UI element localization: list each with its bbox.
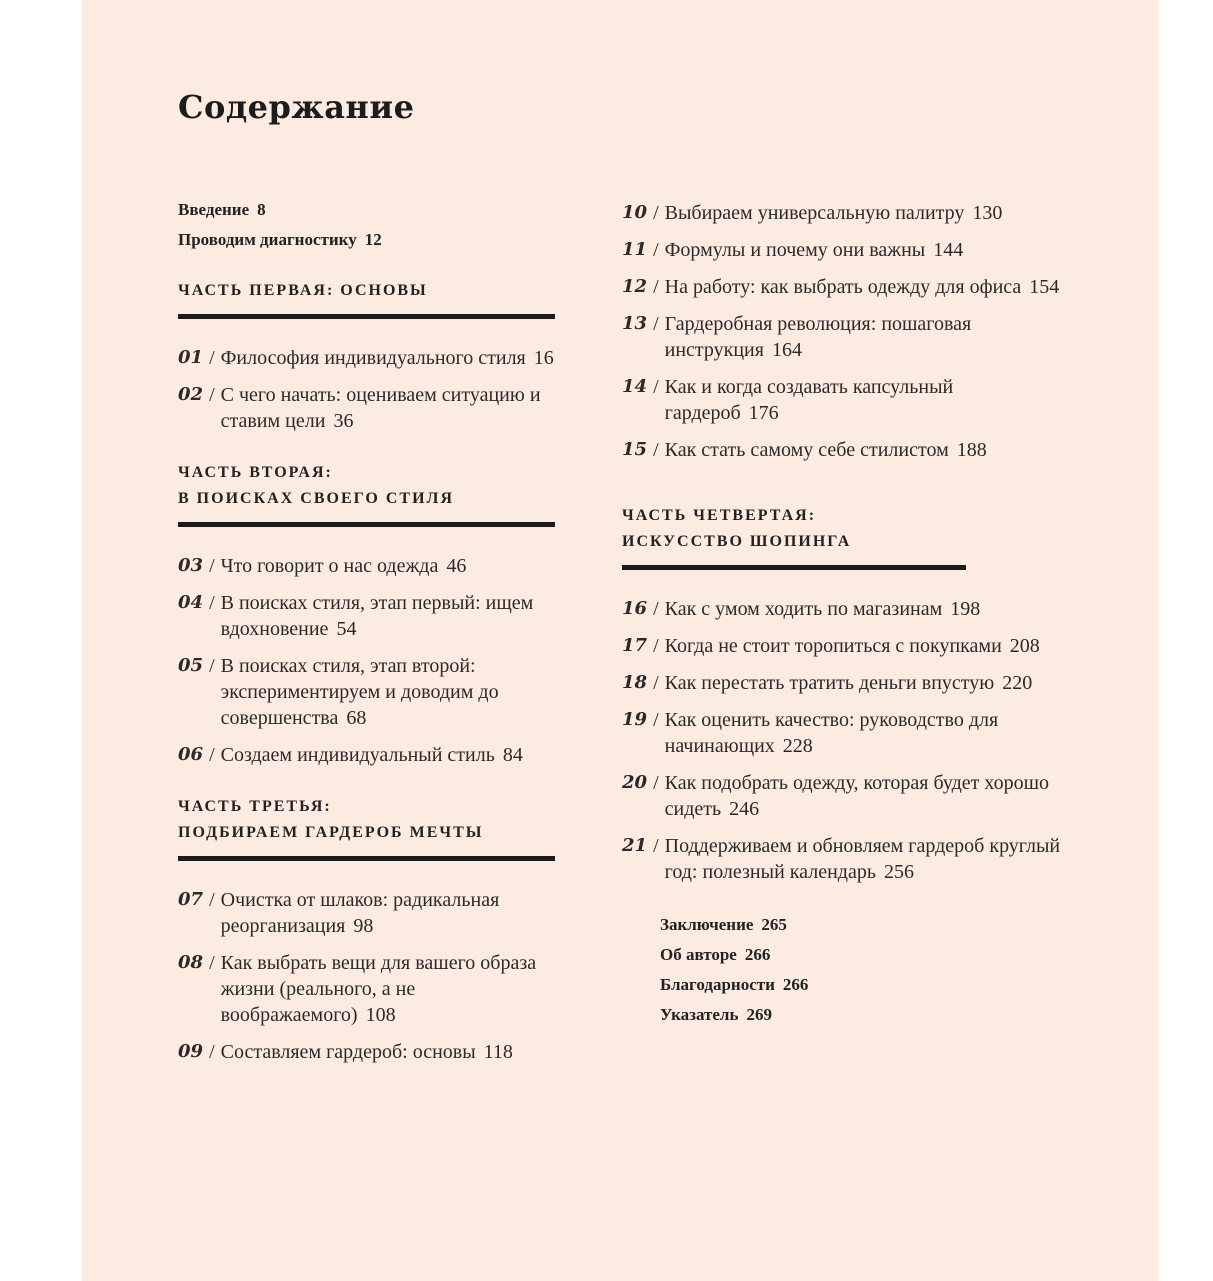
chapter-entry: 21 / Поддерживаем и обновляем гардероб круглый год: полезный календарь 256	[622, 835, 1061, 883]
back-matter-item	[660, 915, 1062, 935]
back-matter-item	[660, 1005, 1062, 1025]
back-matter-page: 266	[744, 945, 771, 964]
intro-page: 12	[364, 230, 382, 249]
chapter-page: 118	[483, 1041, 513, 1063]
intro-label: Проводим диагностику	[178, 230, 357, 249]
chapter-entry: 17 / Когда не стоит торопиться с покупками 208	[622, 635, 1040, 657]
toc-right-column	[622, 200, 1062, 1035]
chapter-number: 03	[178, 555, 204, 576]
chapter-title: Формулы и почему они важны	[664, 239, 926, 261]
chapter-title: Как выбрать вещи для вашего образа жизни (реального, а не воображаемого)	[220, 952, 537, 1026]
chapter-title: Философия индивидуального стиля	[220, 347, 526, 369]
chapter-entry: 20 / Как подобрать одежду, которая будет хорошо сидеть 246	[622, 772, 1050, 820]
chapter-page: 228	[782, 735, 813, 757]
chapter-title: Как и когда создавать капсульный гардероб	[664, 376, 954, 424]
chapter-number: 18	[622, 672, 648, 693]
part-heading-line: ЧАСТЬ ТРЕТЬЯ:	[178, 798, 332, 815]
chapter-page: 176	[748, 402, 779, 424]
chapter-number: 09	[178, 1041, 204, 1062]
chapter-title: В поисках стиля, этап второй: экспериментируем и доводим до совершенства	[220, 655, 499, 729]
chapter-number: 06	[178, 744, 204, 765]
back-matter-label: Заключение	[660, 915, 754, 934]
chapter-entry: 07 / Очистка от шлаков: радикальная реорганизация 98	[178, 889, 500, 937]
part-heading	[178, 460, 578, 512]
chapter-page: 108	[365, 1004, 396, 1026]
chapter-page: 84	[502, 744, 523, 766]
chapter-number: 12	[622, 276, 648, 297]
back-matter-label: Благодарности	[660, 975, 775, 994]
chapter-number: 10	[622, 202, 648, 223]
chapter-title: Как перестать тратить деньги впустую	[664, 672, 995, 694]
chapter-number: 08	[178, 952, 204, 973]
part-heading-line: ЧАСТЬ ЧЕТВЕРТАЯ:	[622, 507, 817, 524]
chapter-title: В поисках стиля, этап первый: ищем вдохновение	[220, 592, 534, 640]
chapter-entry: 01 / Философия индивидуального стиля 16	[178, 347, 554, 369]
chapter-number: 11	[622, 239, 648, 260]
chapter-entry: 03 / Что говорит о нас одежда 46	[178, 555, 467, 577]
chapter-title: На работу: как выбрать одежду для офиса	[664, 276, 1022, 298]
part-heading-line: ЧАСТЬ ВТОРАЯ:	[178, 464, 333, 481]
page-title: Содержание	[178, 88, 415, 126]
chapter-page: 256	[883, 861, 914, 883]
chapter-entry: 10 / Выбираем универсальную палитру 130	[622, 202, 1003, 224]
part-heading	[622, 503, 1062, 555]
intro-page: 8	[257, 200, 266, 219]
back-matter	[660, 915, 1062, 1025]
chapter-entry: 18 / Как перестать тратить деньги впустую 220	[622, 672, 1033, 694]
back-matter-item	[660, 975, 1062, 995]
chapter-title: Когда не стоит торопиться с покупками	[664, 635, 1002, 657]
chapter-number: 21	[622, 835, 648, 856]
chapter-title: Поддерживаем и обновляем гардероб круглый год: полезный календарь	[664, 835, 1061, 883]
chapter-title: Выбираем универсальную палитру	[664, 202, 965, 224]
chapter-number: 13	[622, 313, 648, 334]
chapter-page: 198	[950, 598, 981, 620]
chapter-title: Очистка от шлаков: радикальная реорганизация	[220, 889, 500, 937]
intro-item	[178, 230, 578, 250]
part-heading-line: ЧАСТЬ ПЕРВАЯ: ОСНОВЫ	[178, 282, 428, 299]
chapter-title: С чего начать: оцениваем ситуацию и ставим цели	[220, 384, 541, 432]
back-matter-label: Об авторе	[660, 945, 737, 964]
chapter-entry: 16 / Как с умом ходить по магазинам 198	[622, 598, 981, 620]
chapter-page: 16	[533, 347, 554, 369]
chapter-page: 36	[333, 410, 354, 432]
chapter-number: 05	[178, 655, 204, 676]
chapter-entry: 06 / Создаем индивидуальный стиль 84	[178, 744, 523, 766]
chapter-page: 246	[729, 798, 760, 820]
chapter-title: Составляем гардероб: основы	[220, 1041, 476, 1063]
part-divider	[178, 856, 555, 861]
chapter-entry: 02 / С чего начать: оцениваем ситуацию и ставим цели 36	[178, 384, 541, 432]
chapter-page: 144	[933, 239, 964, 261]
chapter-number: 16	[622, 598, 648, 619]
chapter-title: Как с умом ходить по магазинам	[664, 598, 943, 620]
chapter-entry: 04 / В поисках стиля, этап первый: ищем вдохновение 54	[178, 592, 534, 640]
chapter-number: 07	[178, 889, 204, 910]
chapter-entry: 11 / Формулы и почему они важны 144	[622, 239, 964, 261]
chapter-title: Как стать самому себе стилистом	[664, 439, 949, 461]
chapter-number: 02	[178, 384, 204, 405]
chapter-page: 220	[1002, 672, 1033, 694]
chapter-entry: 13 / Гардеробная революция: пошаговая инструкция 164	[622, 313, 972, 361]
toc-left-column	[178, 200, 578, 1076]
chapter-title: Как оценить качество: руководство для начинающих	[664, 709, 999, 757]
chapter-entry: 14 / Как и когда создавать капсульный гардероб 176	[622, 376, 954, 424]
chapter-page: 46	[446, 555, 467, 577]
chapter-title: Что говорит о нас одежда	[220, 555, 439, 577]
part-divider	[178, 314, 555, 319]
chapter-page: 98	[353, 915, 374, 937]
chapter-number: 01	[178, 347, 204, 368]
chapter-entry: 08 / Как выбрать вещи для вашего образа жизни (реального, а не воображаемого) 108	[178, 952, 537, 1026]
intro-label: Введение	[178, 200, 250, 219]
part-heading	[178, 278, 578, 304]
part-heading-line: В ПОИСКАХ СВОЕГО СТИЛЯ	[178, 490, 454, 507]
part-heading-line: ИСКУССТВО ШОПИНГА	[622, 533, 852, 550]
chapter-number: 17	[622, 635, 648, 656]
back-matter-page: 269	[746, 1005, 772, 1024]
chapter-page: 130	[972, 202, 1003, 224]
chapter-page: 68	[346, 707, 367, 729]
chapter-page: 154	[1029, 276, 1060, 298]
chapter-title: Гардеробная революция: пошаговая инструкция	[664, 313, 972, 361]
back-matter-page: 266	[782, 975, 809, 994]
chapter-page: 208	[1009, 635, 1040, 657]
part-heading	[178, 794, 578, 846]
chapter-title: Создаем индивидуальный стиль	[220, 744, 495, 766]
chapter-number: 14	[622, 376, 648, 397]
chapter-entry: 19 / Как оценить качество: руководство для начинающих 228	[622, 709, 999, 757]
chapter-entry: 15 / Как стать самому себе стилистом 188	[622, 439, 987, 461]
chapter-title: Как подобрать одежду, которая будет хорошо сидеть	[664, 772, 1050, 820]
chapter-entry: 12 / На работу: как выбрать одежду для офиса 154	[622, 276, 1060, 298]
chapter-entry: 05 / В поисках стиля, этап второй: экспериментируем и доводим до совершенства 68	[178, 655, 499, 729]
book-page	[82, 0, 1159, 1281]
chapter-page: 164	[771, 339, 802, 361]
chapter-entry: 09 / Составляем гардероб: основы 118	[178, 1041, 513, 1063]
chapter-number: 19	[622, 709, 648, 730]
part-heading-line: ПОДБИРАЕМ ГАРДЕРОБ МЕЧТЫ	[178, 824, 484, 841]
back-matter-item	[660, 945, 1062, 965]
chapter-page: 54	[336, 618, 357, 640]
chapter-number: 20	[622, 772, 648, 793]
part-divider	[622, 565, 966, 570]
chapter-page: 188	[956, 439, 987, 461]
intro-item	[178, 200, 578, 220]
chapter-number: 04	[178, 592, 204, 613]
part-divider	[178, 522, 555, 527]
chapter-number: 15	[622, 439, 648, 460]
back-matter-page: 265	[761, 915, 787, 934]
back-matter-label: Указатель	[660, 1005, 739, 1024]
